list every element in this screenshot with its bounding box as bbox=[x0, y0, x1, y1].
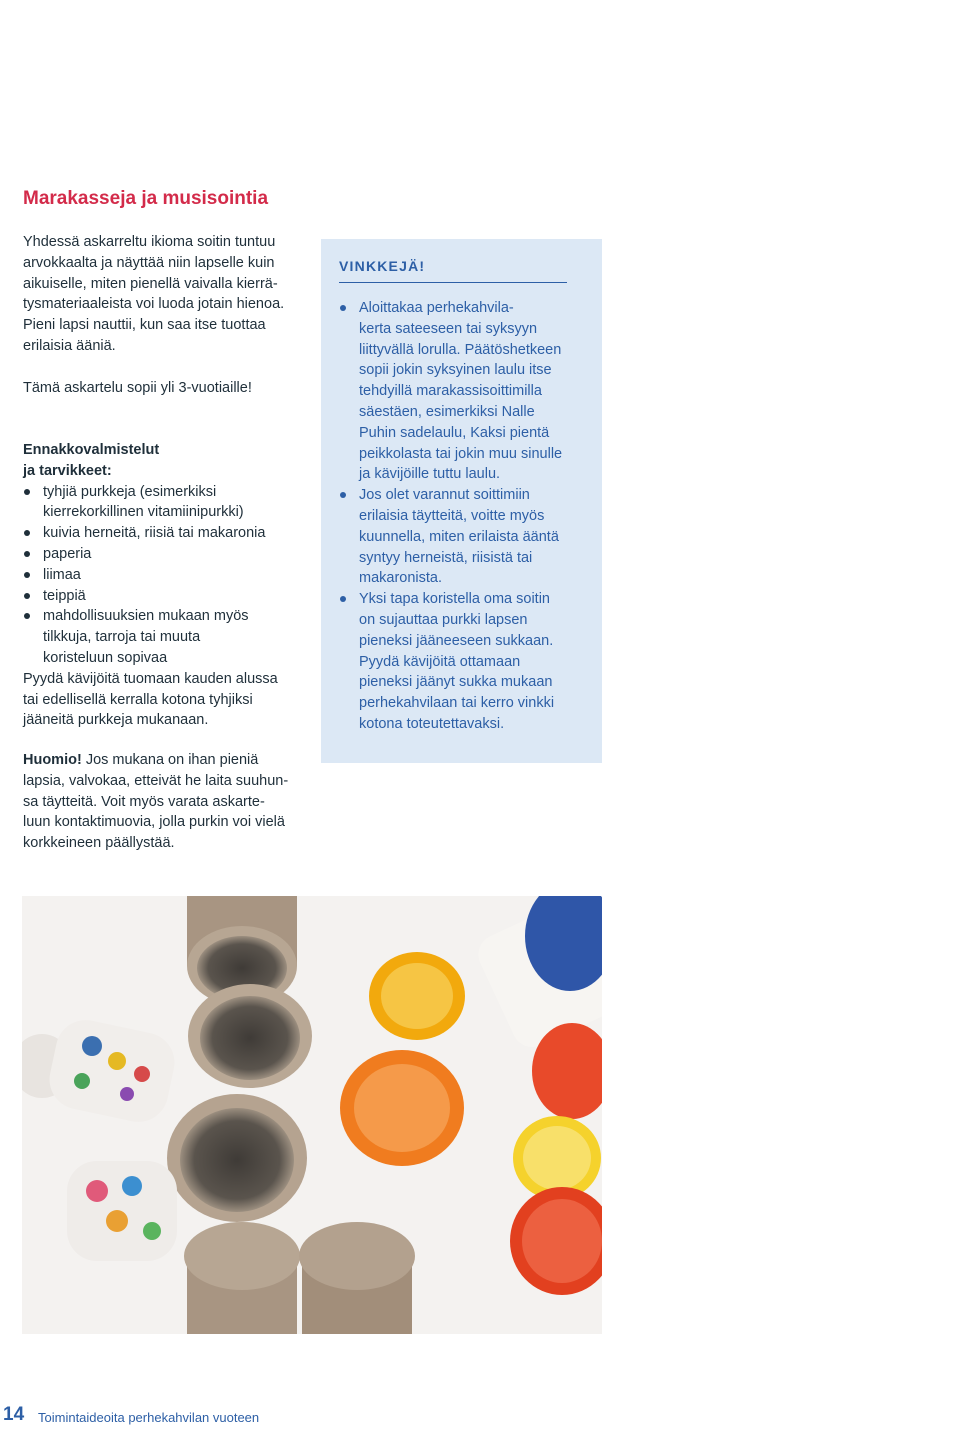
note-text: Jos mukana on ihan pieniä bbox=[81, 752, 259, 768]
tip-item bbox=[339, 485, 589, 589]
tip-item bbox=[339, 298, 589, 485]
intro-line: aikuiselle, miten pienellä vaivalla kierrä- bbox=[23, 275, 278, 292]
tip-line: peikkolasta tai jokin muu sinulle bbox=[359, 445, 563, 462]
tip-line: Pyydä kävijöitä ottamaan bbox=[359, 653, 521, 670]
tip-line: syntyy herneistä, riisistä tai bbox=[359, 549, 533, 566]
list-item bbox=[23, 586, 308, 607]
age-note: Tämä askartelu sopii yli 3-vuotiaille! bbox=[23, 379, 252, 396]
page-number: 14 bbox=[3, 1404, 25, 1425]
cardboard-tube bbox=[299, 1222, 415, 1334]
publication-title: Toimintaideoita perhekahvilan vuoteen bbox=[38, 1410, 260, 1425]
tip-line: tehdyillä marakassisoittimilla bbox=[359, 383, 542, 400]
tip-line: kotona toteutettavaksi. bbox=[359, 715, 505, 732]
note-paragraph bbox=[23, 750, 308, 854]
tip-line: perhekahvilaan tai kerro vinkki bbox=[359, 695, 555, 712]
tip-line: Jos olet varannut soittimiin bbox=[359, 487, 530, 504]
note-label: Huomio! bbox=[23, 752, 82, 768]
list-item-line: tyhjiä purkkeja (esimerkiksi bbox=[43, 483, 217, 500]
tip-item bbox=[339, 589, 589, 735]
tip-line: kerta sateeseen tai syksyyn bbox=[359, 320, 538, 337]
intro-line: erilaisia ääniä. bbox=[23, 337, 116, 354]
note-line: korkkeineen päällystää. bbox=[23, 835, 175, 852]
tip-line: Aloittakaa perhekahvila- bbox=[359, 300, 514, 316]
tip-line: ja kävijöille tuttu laulu. bbox=[359, 466, 501, 483]
intro-line: Yhdessä askarreltu ikioma soitin tuntuu bbox=[23, 234, 276, 250]
tip-line: sopii jokin syksyinen laulu itse bbox=[359, 362, 552, 379]
list-item-line: teippiä bbox=[43, 587, 86, 604]
tips-list bbox=[339, 298, 589, 735]
list-item-line: kuivia herneitä, riisiä tai makaronia bbox=[43, 525, 266, 542]
list-item bbox=[23, 523, 308, 544]
intro-line: arvokkaalta ja näyttää niin lapselle kuin bbox=[23, 254, 275, 271]
supplies-list bbox=[23, 482, 308, 669]
list-item bbox=[23, 606, 308, 668]
list-item bbox=[23, 565, 308, 586]
note-line: sa täytteitä. Voit myös varata askarte- bbox=[23, 793, 265, 810]
list-item-line: mahdollisuuksien mukaan myös bbox=[43, 608, 249, 625]
craft-photo bbox=[22, 896, 602, 1334]
tip-line: pieneksi jääneeseen sukkaan. bbox=[359, 632, 554, 649]
cardboard-tube bbox=[188, 984, 312, 1088]
tip-line: makaronista. bbox=[359, 570, 443, 587]
list-item-line: koristeluun sopivaa bbox=[43, 649, 168, 666]
jar-orange-lid bbox=[340, 1050, 464, 1166]
tip-line: kuunnella, miten erilaista ääntä bbox=[359, 528, 559, 545]
supplies-heading: ja tarvikkeet: bbox=[23, 462, 112, 479]
page-title: Marakasseja ja musisointia bbox=[23, 188, 269, 209]
tip-line: erilaisia täytteitä, voitte myös bbox=[359, 507, 545, 524]
list-item-line: tilkkuja, tarroja tai muuta bbox=[43, 629, 201, 646]
note-line: luun kontaktimuovia, jolla purkin voi vielä bbox=[23, 814, 285, 831]
jar-yellow-lid bbox=[369, 952, 465, 1040]
tip-line: liittyvällä lorulla. Päätöshetkeen bbox=[359, 341, 562, 358]
supplies-heading: Ennakkovalmistelut bbox=[23, 441, 160, 458]
note-line: lapsia, valvokaa, etteivät he laita suuhun- bbox=[23, 772, 289, 789]
left-column bbox=[23, 232, 308, 731]
list-item-line: liimaa bbox=[43, 566, 81, 583]
note-first-line bbox=[23, 750, 308, 771]
supplies-after-line: Pyydä kävijöitä tuomaan kauden alussa bbox=[23, 670, 278, 687]
list-item bbox=[23, 482, 308, 524]
tip-line: Yksi tapa koristella oma soitin bbox=[359, 591, 550, 608]
tip-line: pieneksi jäänyt sukka mukaan bbox=[359, 674, 553, 691]
supplies-after-line: tai edellisellä kerralla kotona tyhjiksi bbox=[23, 691, 253, 708]
tip-line: säestäen, esimerkiksi Nalle bbox=[359, 403, 535, 420]
list-item bbox=[23, 544, 308, 565]
cardboard-tube bbox=[167, 1094, 307, 1222]
intro-paragraph bbox=[23, 232, 308, 357]
list-item-line: kierrekorkillinen vitamiinipurkki) bbox=[43, 504, 244, 521]
intro-line: tysmateriaaleista voi luoda jotain hienoa. bbox=[23, 296, 285, 313]
intro-line: Pieni lapsi nauttii, kun saa itse tuottaa bbox=[23, 317, 266, 334]
cardboard-tube bbox=[184, 1222, 300, 1334]
tips-heading: VINKKEJÄ! bbox=[339, 258, 426, 274]
sticker-covered-tube bbox=[67, 1161, 177, 1261]
tips-box bbox=[321, 239, 602, 763]
tips-divider bbox=[339, 282, 567, 283]
list-item-line: paperia bbox=[43, 545, 92, 562]
supplies-after-line: jääneitä purkkeja mukanaan. bbox=[23, 712, 209, 729]
tip-line: Puhin sadelaulu, Kaksi pientä bbox=[359, 424, 550, 441]
craft-photo-illustration bbox=[22, 896, 602, 1334]
tip-line: on sujauttaa purkki lapsen bbox=[359, 611, 528, 628]
